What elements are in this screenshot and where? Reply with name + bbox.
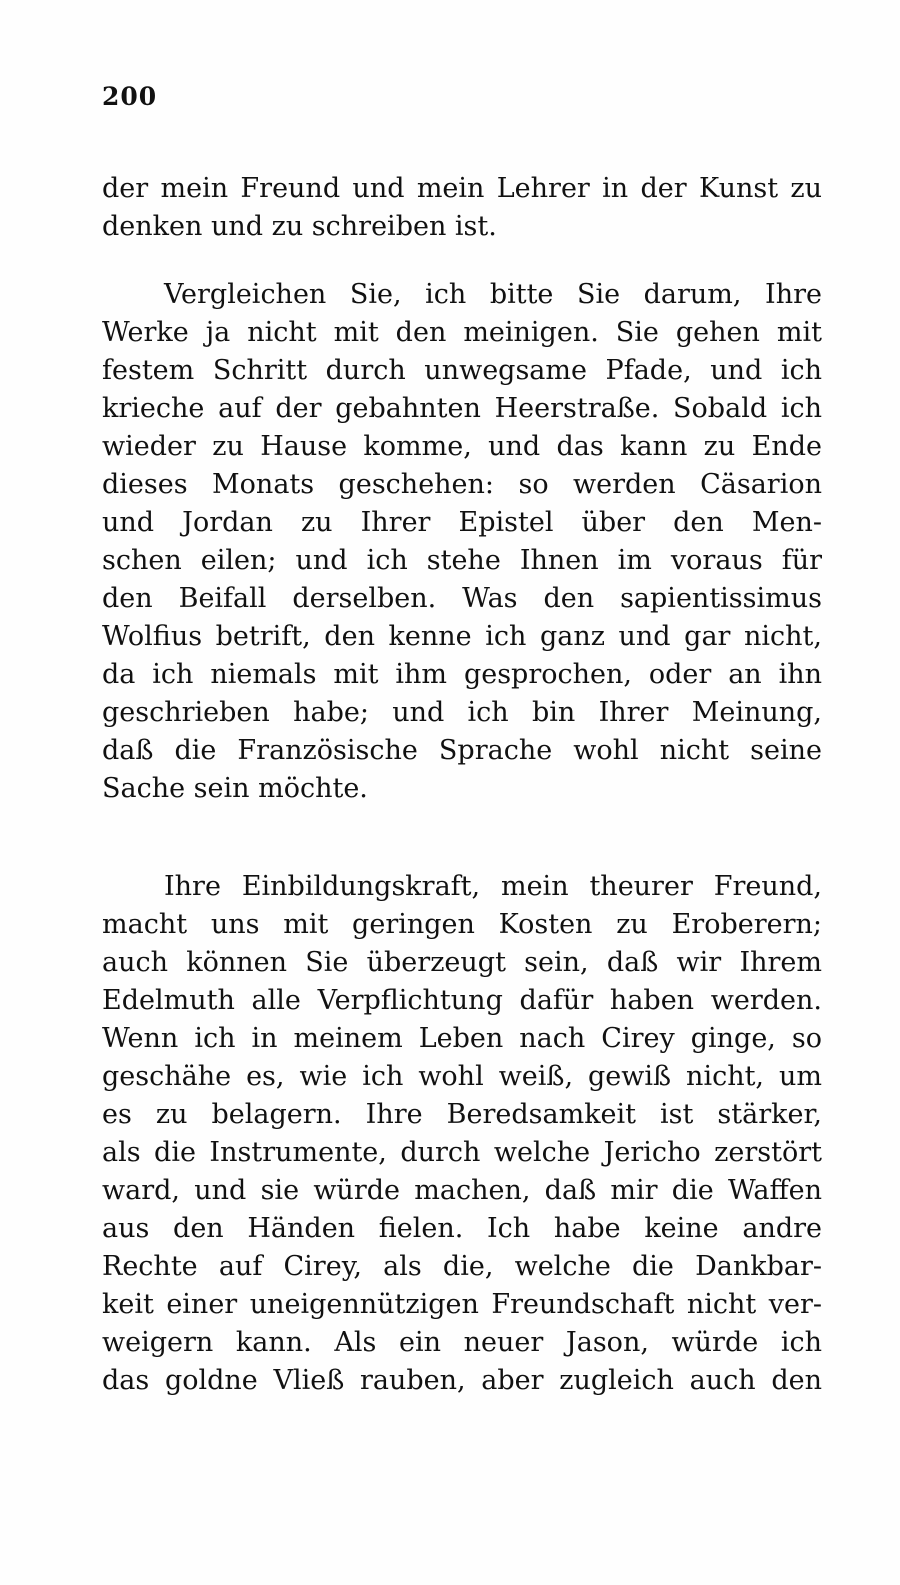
text-line: geschähe es, wie ich wohl weiß, gewiß nicht, um [102, 1061, 822, 1092]
text-line: Ihre Einbildungskraft, mein theurer Freund, [164, 871, 822, 902]
paragraph-3 [102, 868, 822, 1400]
text-line: festem Schritt durch unwegsame Pfade, und ich [102, 355, 822, 386]
text-line: Wenn ich in meinem Leben nach Cirey ginge, so [102, 1023, 822, 1054]
text-line: keit einer uneigennützigen Freundschaft nicht ver- [102, 1289, 822, 1320]
text-line: als die Instrumente, durch welche Jericho zerstört [102, 1137, 822, 1168]
text-line: wieder zu Hause komme, und das kann zu Ende [102, 431, 822, 462]
text-line: Sache sein möchte. [102, 773, 368, 804]
paragraph-1 [102, 170, 822, 246]
text-line: auch können Sie überzeugt sein, daß wir Ihrem [102, 947, 822, 978]
text-line: Vergleichen Sie, ich bitte Sie darum, Ihre [164, 279, 822, 310]
text-line: das goldne Vließ rauben, aber zugleich auch den [102, 1365, 822, 1396]
text-line: geschrieben habe; und ich bin Ihrer Meinung, [102, 697, 822, 728]
text-line: schen eilen; und ich stehe Ihnen im voraus für [102, 545, 822, 576]
text-line: denken und zu schreiben ist. [102, 211, 497, 242]
text-line: daß die Französische Sprache wohl nicht seine [102, 735, 822, 766]
text-line: den Beifall derselben. Was den sapientissimus [102, 583, 822, 614]
text-line: Edelmuth alle Verpflichtung dafür haben werden. [102, 985, 822, 1016]
text-line: Rechte auf Cirey, als die, welche die Dankbar- [102, 1251, 822, 1282]
text-line: da ich niemals mit ihm gesprochen, oder an ihn [102, 659, 822, 690]
text-line: macht uns mit geringen Kosten zu Eroberern; [102, 909, 822, 940]
page-number: 200 [102, 82, 158, 111]
paragraph-2 [102, 276, 822, 808]
text-line: und Jordan zu Ihrer Epistel über den Men- [102, 507, 822, 538]
text-line: Werke ja nicht mit den meinigen. Sie gehen mit [102, 317, 822, 348]
text-line: ward, und sie würde machen, daß mir die Waffen [102, 1175, 822, 1206]
text-line: dieses Monats geschehen: so werden Cäsarion [102, 469, 822, 500]
text-line: Wolfius betrift, den kenne ich ganz und gar nicht, [102, 621, 822, 652]
text-line: es zu belagern. Ihre Beredsamkeit ist stärker, [102, 1099, 822, 1130]
text-line: der mein Freund und mein Lehrer in der Kunst zu [102, 173, 822, 204]
text-line: krieche auf der gebahnten Heerstraße. Sobald ich [102, 393, 822, 424]
text-line: weigern kann. Als ein neuer Jason, würde ich [102, 1327, 822, 1358]
text-line: aus den Händen fielen. Ich habe keine andre [102, 1213, 822, 1244]
